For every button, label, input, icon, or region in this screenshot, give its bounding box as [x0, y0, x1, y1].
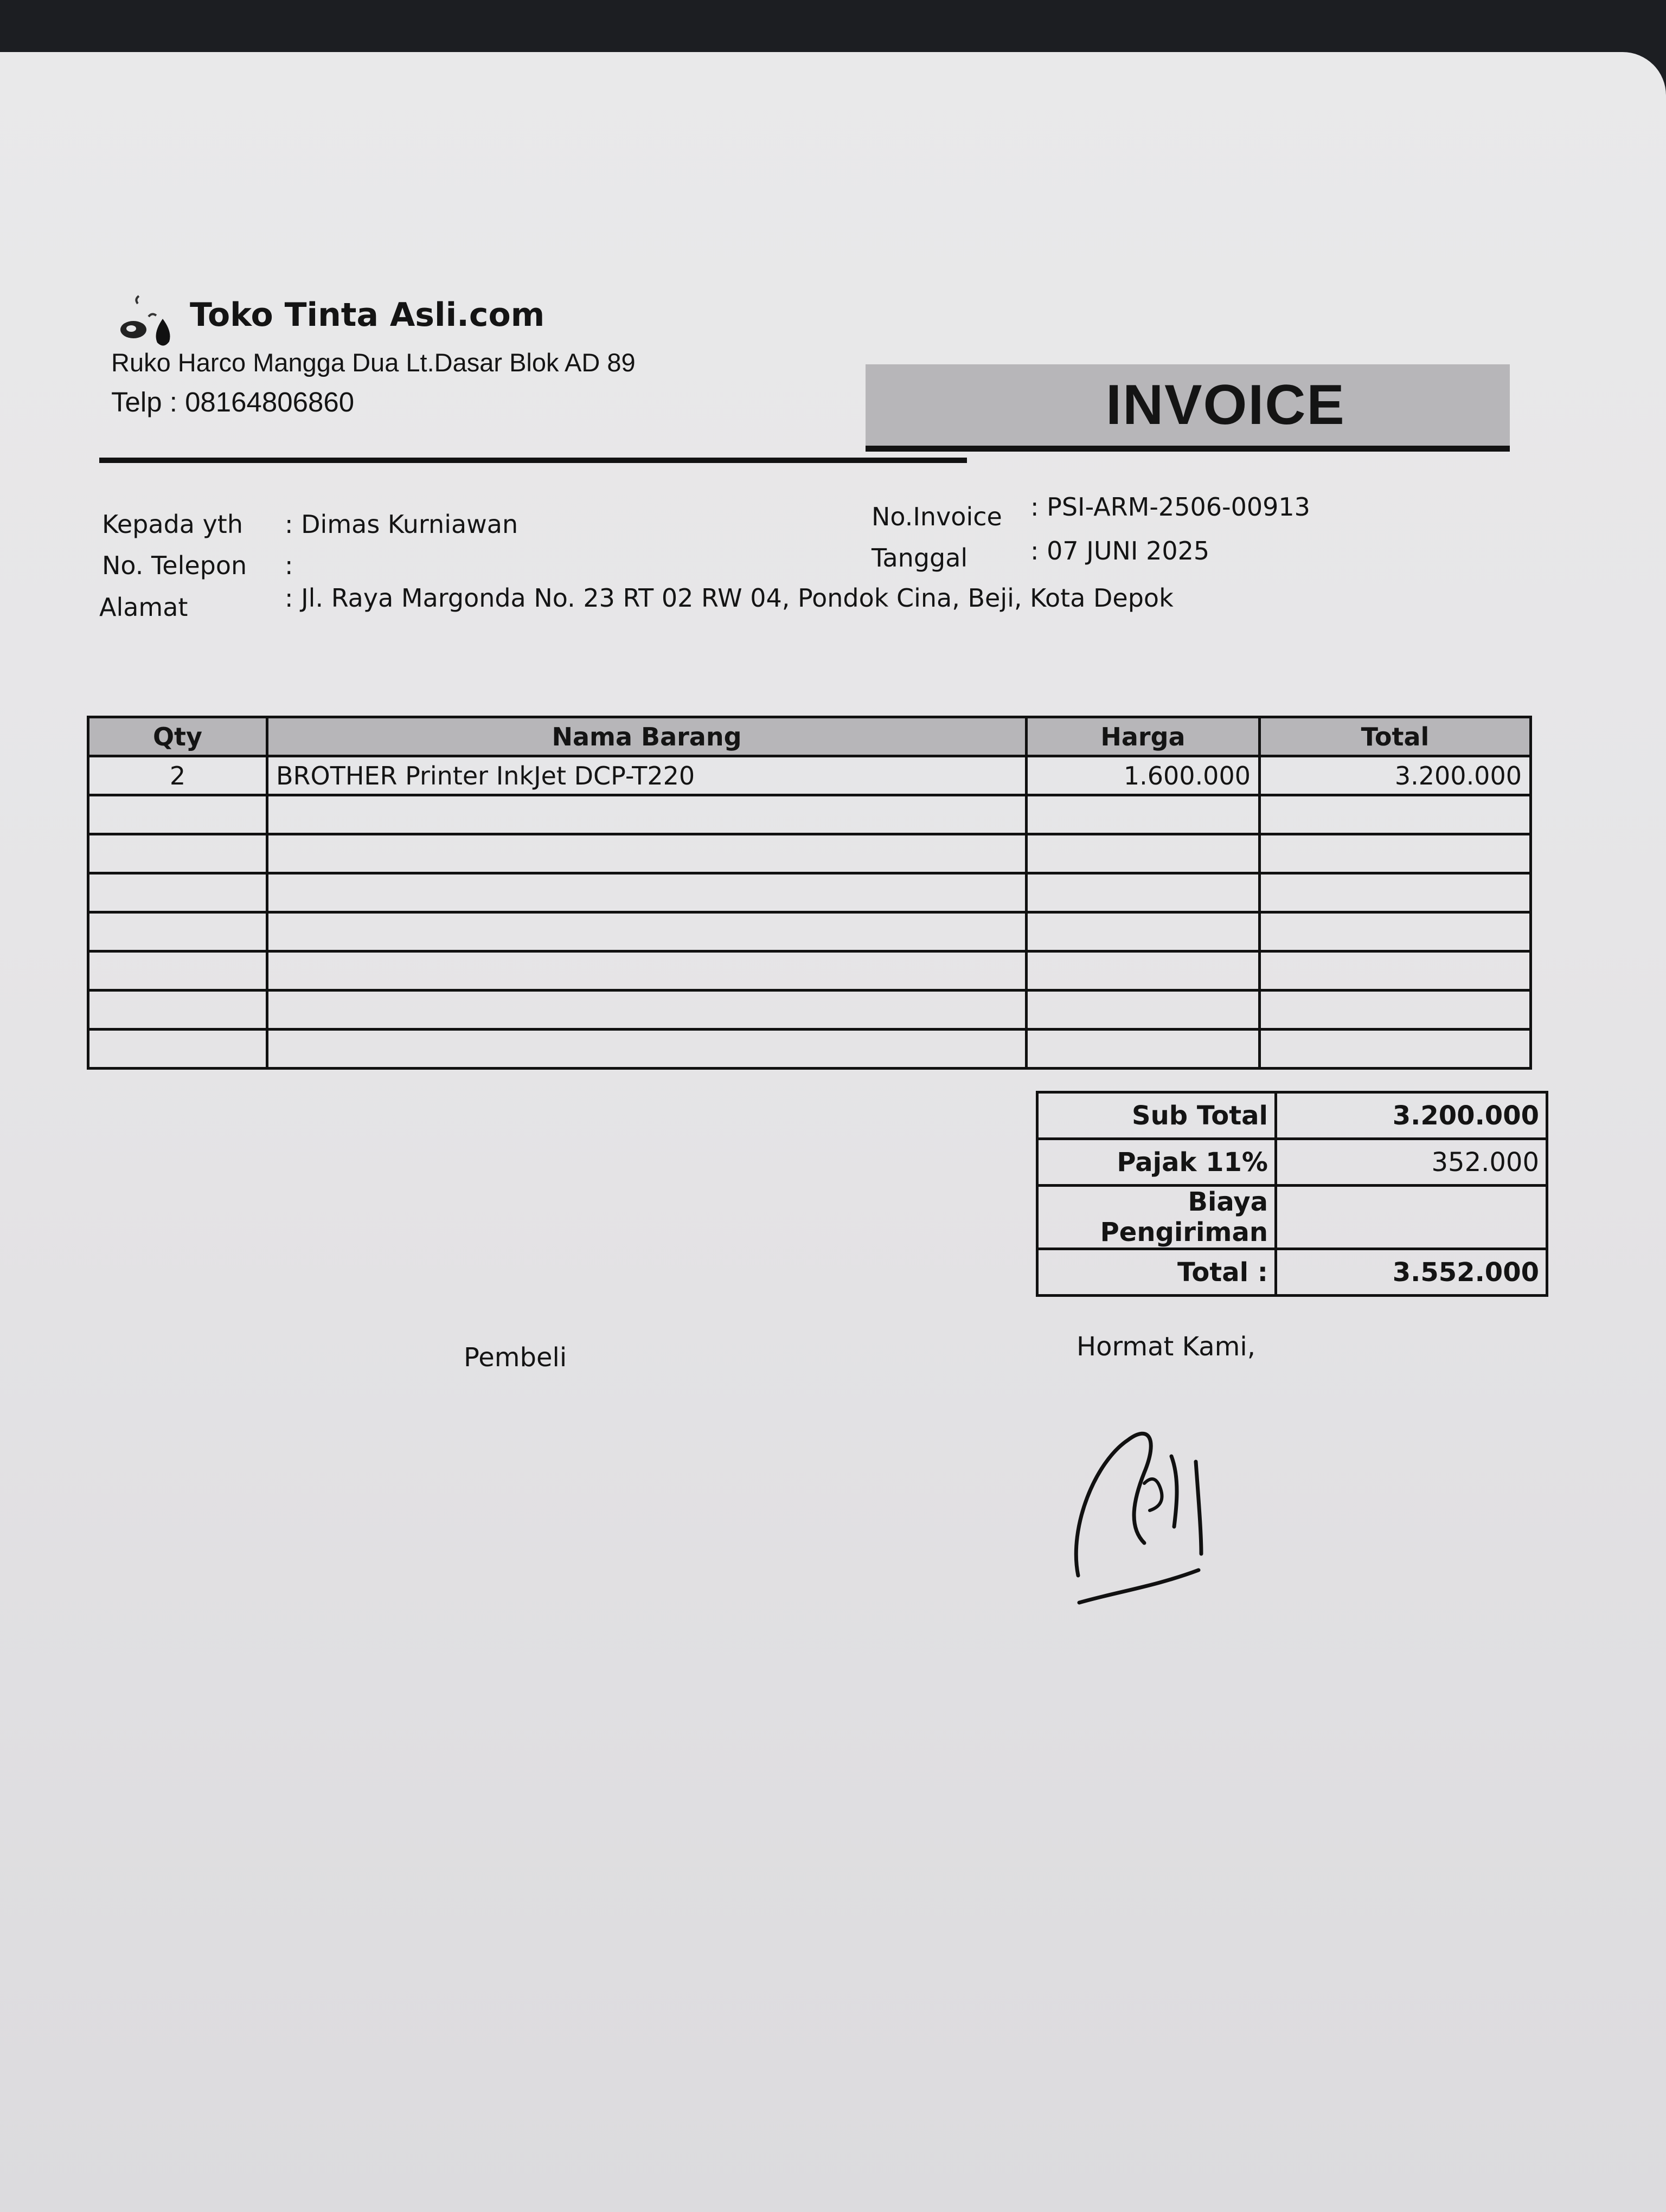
cell-price — [1027, 991, 1260, 1030]
cell-qty — [88, 991, 267, 1030]
customer-address-label: Alamat — [99, 593, 188, 622]
header-qty: Qty — [88, 717, 267, 756]
invoice-date-label: Tanggal — [872, 543, 968, 573]
cell-total — [1260, 795, 1531, 834]
summary-row-subtotal — [1037, 1092, 1547, 1139]
cell-qty — [88, 951, 267, 991]
cell-price — [1027, 873, 1260, 912]
cell-price — [1027, 912, 1260, 951]
cell-price — [1027, 834, 1260, 873]
ink-drops-logo-icon — [115, 291, 180, 350]
cell-item-name — [267, 834, 1027, 873]
table-row — [88, 991, 1531, 1030]
cell-item-name — [267, 991, 1027, 1030]
summary-row-tax — [1037, 1139, 1547, 1186]
header-item-name: Nama Barang — [267, 717, 1027, 756]
cell-qty — [88, 873, 267, 912]
tax-value: 352.000 — [1276, 1139, 1547, 1186]
summary-row-shipping — [1037, 1186, 1547, 1249]
cell-item-name — [267, 873, 1027, 912]
cell-total — [1260, 991, 1531, 1030]
cell-total — [1260, 873, 1531, 912]
cell-item-name — [267, 912, 1027, 951]
header-divider — [99, 458, 967, 463]
table-row — [88, 873, 1531, 912]
header-price: Harga — [1027, 717, 1260, 756]
subtotal-value: 3.200.000 — [1276, 1092, 1547, 1139]
cell-qty — [88, 912, 267, 951]
cell-total — [1260, 1030, 1531, 1069]
cell-price — [1027, 1030, 1260, 1069]
invoice-number-value: : PSI-ARM-2506-00913 — [1030, 492, 1310, 522]
invoice-paper — [0, 52, 1666, 2212]
table-row — [88, 795, 1531, 834]
tax-label: Pajak 11% — [1037, 1139, 1276, 1186]
invoice-title-box — [866, 364, 1510, 452]
cell-qty: 2 — [88, 756, 267, 795]
shipping-value — [1276, 1186, 1547, 1249]
cell-price — [1027, 951, 1260, 991]
grand-total-label: Total : — [1037, 1249, 1276, 1296]
items-table — [87, 716, 1532, 1070]
cell-total: 3.200.000 — [1260, 756, 1531, 795]
table-row — [88, 834, 1531, 873]
cell-price — [1027, 795, 1260, 834]
invoice-date-value: : 07 JUNI 2025 — [1030, 536, 1210, 565]
table-row — [88, 912, 1531, 951]
customer-phone-value: : — [285, 551, 293, 580]
customer-address-value: : Jl. Raya Margonda No. 23 RT 02 RW 04, Pondok Cina, Beji, Kota Depok — [285, 583, 1174, 613]
customer-to-label: Kepada yth — [102, 510, 243, 539]
cell-item-name: BROTHER Printer InkJet DCP-T220 — [267, 756, 1027, 795]
cell-qty — [88, 834, 267, 873]
buyer-signature-label: Pembeli — [464, 1342, 567, 1373]
cell-item-name — [267, 951, 1027, 991]
cell-total — [1260, 951, 1531, 991]
table-row — [88, 756, 1531, 795]
shop-phone: Telp : 08164806860 — [111, 387, 355, 417]
subtotal-label: Sub Total — [1037, 1092, 1276, 1139]
grand-total-value: 3.552.000 — [1276, 1249, 1547, 1296]
table-row — [88, 1030, 1531, 1069]
table-row — [88, 951, 1531, 991]
summary-table — [1036, 1091, 1548, 1297]
cell-price: 1.600.000 — [1027, 756, 1260, 795]
cell-qty — [88, 1030, 267, 1069]
cell-item-name — [267, 795, 1027, 834]
cell-total — [1260, 834, 1531, 873]
customer-to-value: : Dimas Kurniawan — [285, 510, 518, 539]
shipping-label: Biaya Pengiriman — [1037, 1186, 1276, 1249]
cell-item-name — [267, 1030, 1027, 1069]
summary-row-total — [1037, 1249, 1547, 1296]
invoice-title: INVOICE — [1106, 373, 1345, 436]
customer-phone-label: No. Telepon — [102, 551, 247, 580]
shop-address: Ruko Harco Mangga Dua Lt.Dasar Blok AD 89 — [111, 348, 636, 377]
shop-name: Toko Tinta Asli.com — [190, 296, 545, 334]
items-table-header — [88, 717, 1531, 756]
cell-total — [1260, 912, 1531, 951]
header-total: Total — [1260, 717, 1531, 756]
seller-signature-label: Hormat Kami, — [1077, 1332, 1255, 1362]
cell-qty — [88, 795, 267, 834]
handwritten-signature-icon — [1063, 1391, 1247, 1619]
invoice-number-label: No.Invoice — [872, 502, 1002, 531]
